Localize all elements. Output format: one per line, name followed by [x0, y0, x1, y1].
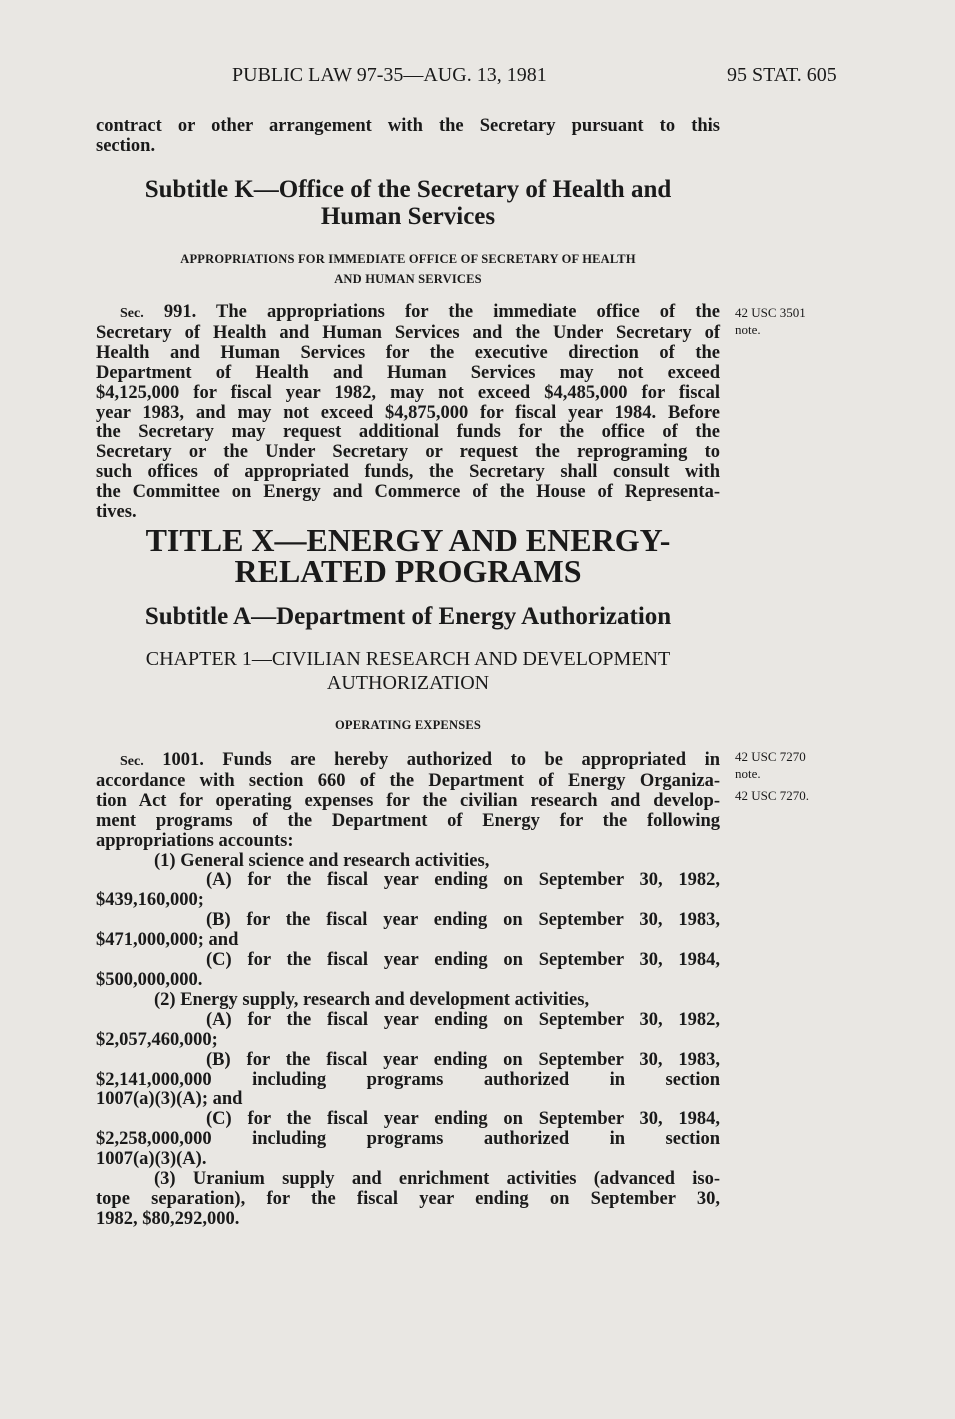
- text-line: $4,125,000 for fiscal year 1982, may not exceed $4,485,000 for fiscal: [96, 382, 720, 403]
- note-line: note.: [735, 766, 761, 781]
- text-line: ment programs of the Department of Energy for the following: [96, 810, 720, 831]
- text-line: accordance with section 660 of the Department of Energy Organiza-: [96, 770, 720, 791]
- section-label: Sec.: [120, 306, 144, 321]
- amount-line: $500,000,000.: [96, 969, 203, 990]
- amount-line: $2,258,000,000 including programs authorized in section: [96, 1129, 720, 1150]
- amount-line: $471,000,000; and: [96, 930, 239, 951]
- text-line: (B) for the fiscal year ending on September 30, 1983,: [206, 910, 720, 931]
- text-line: 1007(a)(3)(A).: [96, 1149, 207, 1170]
- running-header-title: PUBLIC LAW 97-35—AUG. 13, 1981: [232, 64, 547, 86]
- subtitle-k-heading: [96, 176, 720, 230]
- text-line: Department of Health and Human Services may not exceed: [96, 362, 720, 383]
- page-number: 95 STAT. 605: [727, 64, 837, 86]
- margin-note-1001: [735, 748, 809, 804]
- continuation-paragraph: [96, 117, 720, 157]
- text-line: contract or other arrangement with the Secretary pursuant to this: [96, 116, 720, 136]
- text-line: (C) for the fiscal year ending on September 30, 1984,: [206, 1109, 720, 1130]
- heading-line: AUTHORIZATION: [326, 672, 490, 694]
- margin-note-991: [735, 304, 806, 338]
- item-label: (1) General science and research activities,: [154, 850, 490, 871]
- subtitle-a-heading: Subtitle A—Department of Energy Authorization: [144, 603, 672, 630]
- text-line: tope separation), for the fiscal year ending on September 30,: [96, 1188, 720, 1209]
- text: 1001. Funds are hereby authorized to be appropriated in: [143, 750, 720, 770]
- text-line: [96, 751, 720, 772]
- amount-line: $439,160,000;: [96, 890, 204, 911]
- note-line: note.: [735, 322, 761, 337]
- text-line: [96, 303, 720, 324]
- text-line: such offices of appropriated funds, the Secretary shall consult with: [96, 462, 720, 483]
- text-line: the Secretary may request additional funds for the office of the: [96, 422, 720, 443]
- item-label: (3) Uranium supply and enrichment activities (advanced iso-: [154, 1169, 720, 1190]
- section-label: Sec.: [120, 754, 144, 769]
- operating-expenses-caption: OPERATING EXPENSES: [334, 718, 482, 732]
- heading-line: Subtitle K—Office of the Secretary of Health and: [144, 176, 672, 203]
- text-line: 1007(a)(3)(A); and: [96, 1089, 243, 1110]
- text-line: section.: [96, 135, 156, 156]
- text-line: Secretary or the Under Secretary or request the reprograming to: [96, 442, 720, 463]
- amount-line: $2,057,460,000;: [96, 1029, 218, 1050]
- section-1001: [96, 751, 720, 1230]
- title-x-heading: [96, 522, 720, 589]
- text-line: (A) for the fiscal year ending on September 30, 1982,: [206, 1009, 720, 1030]
- text: 991. The appropriations for the immediate office of the: [143, 302, 720, 322]
- text-line: the Committee on Energy and Commerce of the House of Representa-: [96, 482, 720, 503]
- note-line: 42 USC 7270: [735, 749, 806, 764]
- text-line: Health and Human Services for the executive direction of the: [96, 342, 720, 363]
- text-line: year 1983, and may not exceed $4,875,000 for fiscal year 1984. Before: [96, 402, 720, 423]
- amount-line: $2,141,000,000 including programs authorized in section: [96, 1069, 720, 1090]
- section-991: [96, 303, 720, 523]
- heading-line: CHAPTER 1—CIVILIAN RESEARCH AND DEVELOPMENT: [145, 648, 671, 670]
- text-line: Secretary of Health and Human Services and the Under Secretary of: [96, 322, 720, 343]
- chapter-1-heading: [96, 647, 720, 695]
- item-label: (2) Energy supply, research and development activities,: [154, 989, 590, 1010]
- note-line: 42 USC 7270.: [735, 788, 810, 803]
- text-line: tion Act for operating expenses for the civilian research and develop-: [96, 790, 720, 811]
- text-line: (B) for the fiscal year ending on September 30, 1983,: [206, 1049, 720, 1070]
- note-line: 42 USC 3501: [735, 305, 806, 320]
- subtitle-k-caption: [96, 249, 720, 289]
- text-line: tives.: [96, 502, 137, 523]
- text-line: appropriations accounts:: [96, 830, 294, 851]
- text-line: (C) for the fiscal year ending on September 30, 1984,: [206, 950, 720, 971]
- caption-line: APPROPRIATIONS FOR IMMEDIATE OFFICE OF SECRETARY OF HEALTH: [180, 252, 636, 266]
- heading-line: Human Services: [320, 203, 496, 230]
- heading-line: RELATED PROGRAMS: [234, 553, 582, 589]
- caption-line: AND HUMAN SERVICES: [334, 272, 482, 286]
- text-line: (A) for the fiscal year ending on September 30, 1982,: [206, 870, 720, 891]
- heading-line: TITLE X—ENERGY AND ENERGY-: [145, 522, 671, 558]
- text-line: 1982, $80,292,000.: [96, 1208, 240, 1229]
